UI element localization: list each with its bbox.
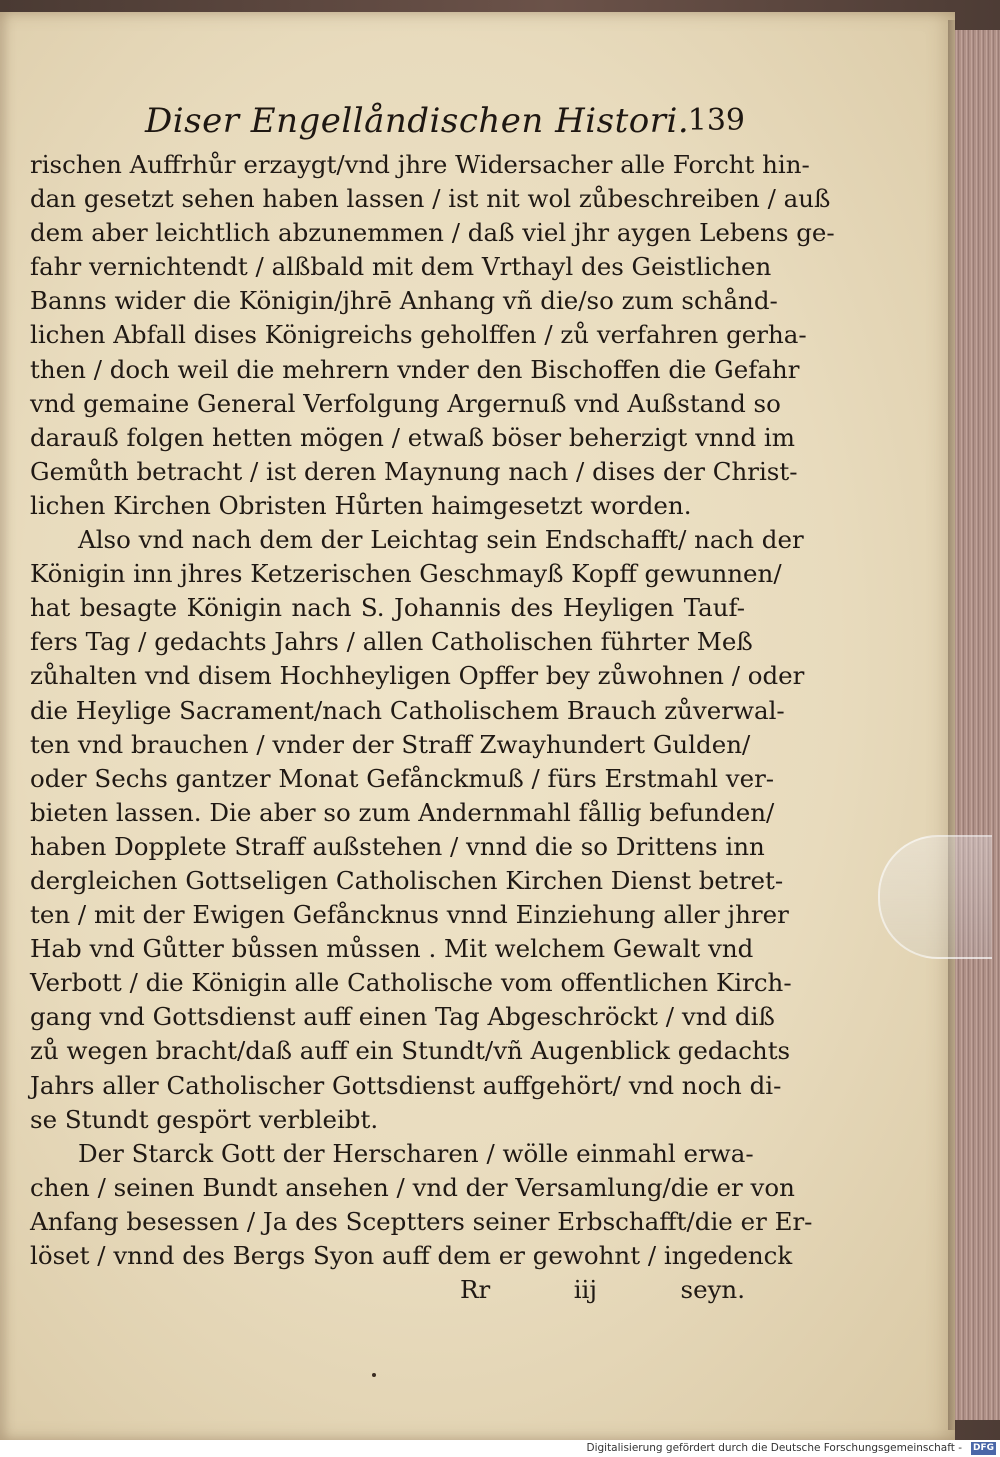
dfg-logo: DFG — [972, 1443, 994, 1453]
footer-bar — [0, 1440, 1000, 1457]
funding-credit: Digitalisierung gefördert durch die Deutsche Forschungsgemeinschaft - — [586, 1442, 962, 1454]
text-line: dan gesetzt sehen haben lassen / ist nit wol zůbeschreiben / auß — [30, 184, 831, 214]
body-text — [30, 148, 835, 1307]
text-line: ten / mit der Ewigen Gefåncknus vnnd Einziehung aller jhrer — [30, 900, 789, 930]
text-line: Also vnd nach dem der Leichtag sein Endschafft/ nach der — [78, 525, 804, 555]
text-line: die Heylige Sacrament/nach Catholischem Brauch zůverwal- — [30, 695, 785, 725]
text-line: zůhalten vnd disem Hochheyligen Opffer bey zůwohnen / oder — [30, 661, 805, 691]
text-line: Hab vnd Gůtter bůssen můssen . Mit welchem Gewalt vnd — [30, 934, 754, 964]
text-line: lichen Kirchen Obristen Hůrten haimgesetzt worden. — [30, 490, 692, 520]
text-line: then / doch weil die mehrern vnder den Bischoffen die Gefahr — [30, 354, 800, 384]
catchword: seyn. — [680, 1275, 745, 1305]
text-line: rischen Auffrhůr erzaygt/vnd jhre Widersacher alle Forcht hin- — [30, 150, 810, 179]
text-line: lichen Abfall dises Königreichs geholffen / zů verfahren gerha- — [30, 320, 807, 350]
text-line: dem aber leichtlich abzunemmen / daß viel jhr aygen Lebens ge- — [30, 218, 835, 248]
text-line: darauß folgen hetten mögen / etwaß böser beherzigt vnnd im — [30, 422, 796, 452]
text-line: gang vnd Gottsdienst auff einen Tag Abgeschröckt / vnd diß — [30, 1002, 775, 1032]
running-title: Diser Engellåndischen Histori. — [145, 101, 690, 141]
text-line: vnd gemaine General Verfolgung Argernuß vnd Außstand so — [30, 388, 781, 418]
text-line: fahr vernichtendt / alßbald mit dem Vrthayl des Geistlichen — [30, 252, 772, 282]
page-edges — [955, 30, 1000, 1420]
page-clip — [878, 835, 992, 959]
text-line: Königin inn jhres Ketzerischen Geschmayß Kopff gewunnen/ — [30, 559, 782, 589]
text-line: zů wegen bracht/daß auff ein Stundt/vñ Augenblick gedachts — [30, 1036, 791, 1066]
signature-line — [30, 1273, 745, 1307]
text-line: hat besagte Königin nach S. Johannis des Heyligen Tauf- — [30, 593, 745, 623]
text-line: Der Starck Gott der Herscharen / wölle einmahl erwa- — [78, 1138, 754, 1168]
text-line: Banns wider die Königin/jhrē Anhang vñ die/so zum schånd- — [30, 286, 778, 316]
text-line: dergleichen Gottseligen Catholischen Kirchen Dienst betret- — [30, 865, 784, 895]
page-number: 139 — [687, 103, 745, 138]
text-line: oder Sechs gantzer Monat Gefånckmuß / fürs Erstmahl ver- — [30, 763, 775, 793]
text-line: chen / seinen Bundt ansehen / vnd der Versamlung/die er von — [30, 1172, 795, 1202]
ink-speck — [372, 1373, 376, 1377]
text-line: bieten lassen. Die aber so zum Andernmahl fållig befunden/ — [30, 797, 775, 827]
text-line: Verbott / die Königin alle Catholische vom offentlichen Kirch- — [30, 968, 792, 998]
text-line: se Stundt gespört verbleibt. — [30, 1104, 379, 1134]
text-line: Gemůth betracht / ist deren Maynung nach / dises der Christ- — [30, 456, 798, 486]
signature-mark: Rr iij — [460, 1275, 597, 1305]
text-line: ten vnd brauchen / vnder der Straff Zwayhundert Gulden/ — [30, 729, 751, 759]
text-line: haben Dopplete Straff außstehen / vnnd die so Drittens inn — [30, 831, 765, 861]
text-line: Anfang besessen / Ja des Sceptters seiner Erbschafft/die er Er- — [30, 1206, 813, 1236]
page-header — [145, 98, 745, 144]
text-line: Jahrs aller Catholischer Gottsdienst auffgehört/ vnd noch di- — [30, 1070, 782, 1100]
text-line: fers Tag / gedachts Jahrs / allen Catholischen führter Meß — [30, 627, 753, 657]
text-line: löset / vnnd des Bergs Syon auff dem er gewohnt / ingedenck — [30, 1241, 793, 1270]
